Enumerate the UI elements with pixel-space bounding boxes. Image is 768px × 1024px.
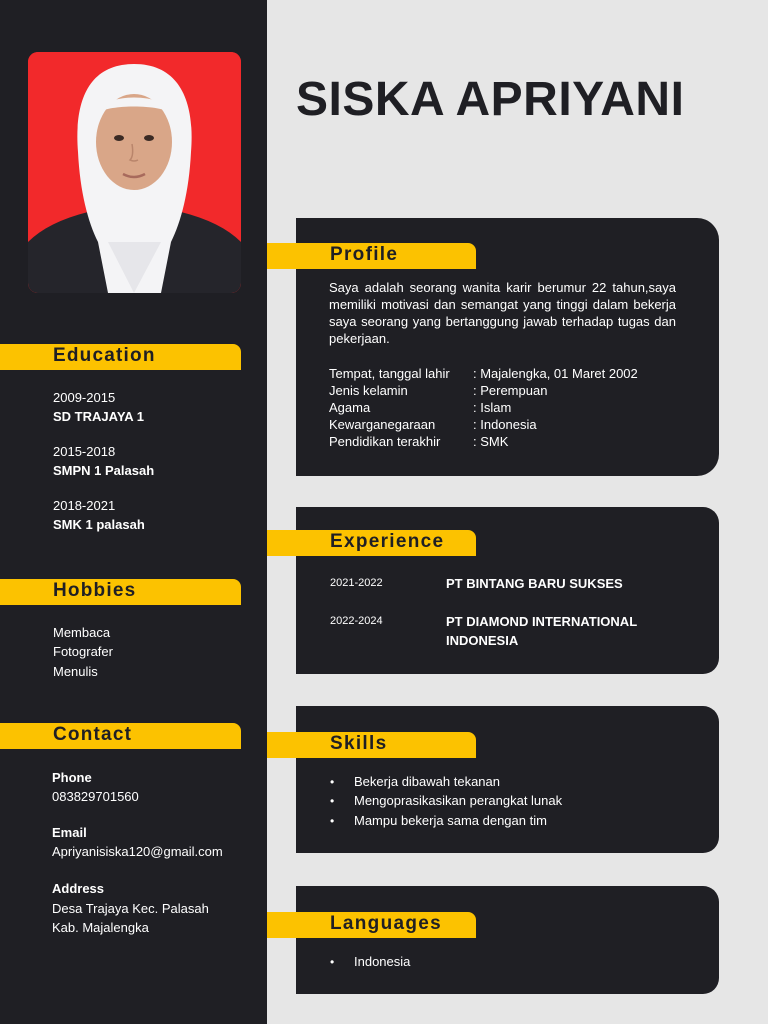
education-school-3: SMK 1 palasah [53,517,145,532]
sidebar [0,0,267,1024]
skill-item: Mampu bekerja sama dengan tim [354,813,547,828]
profile-title: Profile [330,244,399,265]
hobby-item: Membaca [53,625,111,640]
languages-title: Languages [330,913,442,934]
email-value: Apriyanisiska120@gmail.com [52,844,223,859]
education-years-1: 2009-2015 [53,390,116,405]
education-header [0,344,241,370]
page-title: SISKA APRIYANI [296,73,685,126]
skills-header [267,732,476,758]
hobbies-header [0,579,241,605]
hobby-item: Fotografer [53,644,113,659]
hobbies-title: Hobbies [53,580,137,601]
education-school-2: SMPN 1 Palasah [53,463,155,478]
language-item: Indonesia [354,954,411,969]
bullet-icon: • [330,794,335,808]
email-label: Email [52,825,87,840]
languages-header [267,912,476,938]
info-value: : SMK [473,434,509,449]
info-label: Kewarganegaraan [329,417,436,432]
address-line-2: Kab. Majalengka [52,920,149,935]
bullet-icon: • [330,814,335,828]
info-value: : Islam [473,400,512,415]
education-title: Education [53,345,156,366]
bullet-icon: • [330,955,335,969]
profile-paragraph: Saya adalah seorang wanita karir berumur 22 tahun,saya memiliki motivasi dan semangat yang tinggi dalam bekerja saya seorang yang bertanggung jawab terhadap tugas dan pekerjaan. [329,280,676,346]
info-label: Agama [329,400,371,415]
profile-photo [28,52,241,293]
phone-label: Phone [52,770,92,785]
info-label: Tempat, tanggal lahir [329,366,450,381]
skill-item: Bekerja dibawah tekanan [354,774,500,789]
skills-title: Skills [330,733,388,754]
skill-item: Mengoprasikasikan perangkat lunak [354,793,563,808]
address-line-1: Desa Trajaya Kec. Palasah [52,901,209,916]
hobby-item: Menulis [53,664,98,679]
info-label: Jenis kelamin [329,383,408,398]
education-years-3: 2018-2021 [53,498,116,513]
info-value: : Perempuan [473,383,548,398]
bullet-icon: • [330,775,335,789]
education-years-2: 2015-2018 [53,444,116,459]
contact-header [0,723,241,749]
experience-title: Experience [330,531,445,552]
info-label: Pendidikan terakhir [329,434,441,449]
education-school-1: SD TRAJAYA 1 [53,409,145,424]
experience-company: PT DIAMOND INTERNATIONAL INDONESIA [446,614,637,648]
experience-company: PT BINTANG BARU SUKSES [446,576,623,591]
experience-header [267,530,476,556]
phone-value: 083829701560 [52,789,139,804]
info-value: : Indonesia [473,417,537,432]
languages-card [296,886,719,994]
experience-years: 2021-2022 [330,577,383,589]
info-value: : Majalengka, 01 Maret 2002 [473,366,638,381]
experience-years: 2022-2024 [330,615,383,627]
address-label: Address [52,881,105,896]
profile-header [267,243,476,269]
contact-title: Contact [53,724,133,745]
